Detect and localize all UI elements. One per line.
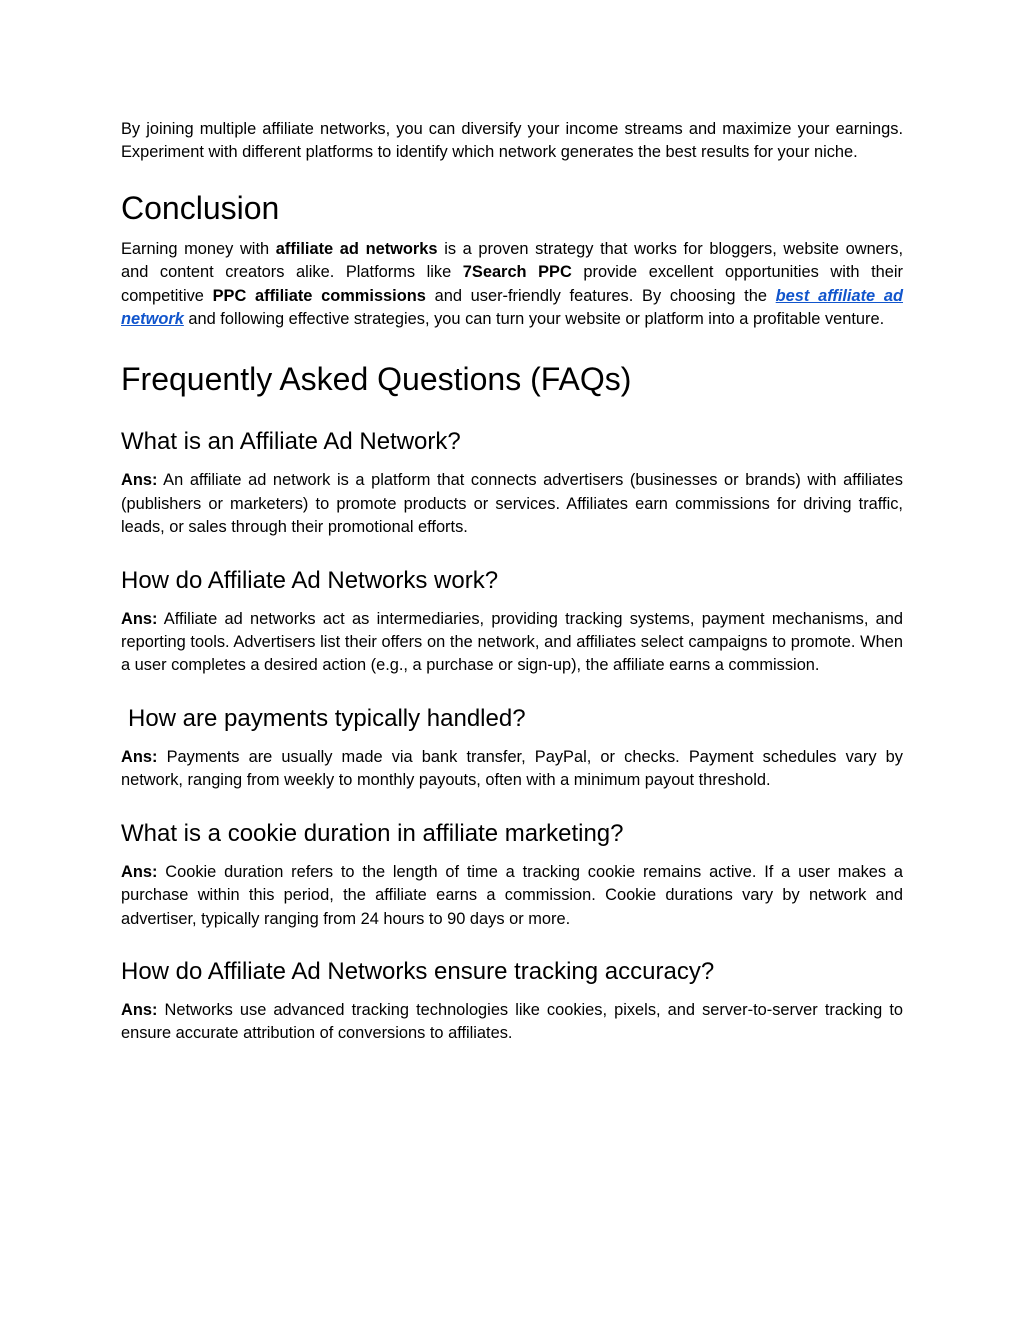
conclusion-bold-affiliate-ad-networks: affiliate ad networks [275,239,438,258]
answer-text: Payments are usually made via bank transfer, PayPal, or checks. Payment schedules vary by network, ranging from weekly to monthly payouts, often with a minimum payout threshold. [121,747,903,790]
conclusion-heading: Conclusion [121,189,280,226]
conclusion-bold-ppc-commissions: PPC affiliate commissions [212,286,426,305]
answer-text: Affiliate ad networks act as intermediaries, providing tracking systems, payment mechanisms, and reporting tools. Advertisers list their offers on the network, and affiliates select campaigns to promote. When a user completes a desired action (e.g., a purchase or sign-up), the affiliate earns a commission. [121,609,903,675]
faq-question-3-text: How are payments typically handled? [128,704,526,732]
conclusion-bold-7search-ppc: 7Search PPC [462,263,572,282]
answer-text: Cookie duration refers to the length of time a tracking cookie remains active. If a user makes a purchase within this period, the affiliate earns a commission. Cookie durations vary by network and advertiser, typically ranging from 24 hours to 90 days or more. [121,862,903,928]
best-affiliate-ad-network-link[interactable]: best affiliate ad network [121,286,904,329]
answer-label: Ans: [121,1000,158,1019]
answer-label: Ans: [121,609,158,628]
conclusion-text-2: is a proven strategy that works for bloggers, website owners, and content creators alike. Platforms like [121,239,904,282]
answer-label: Ans: [121,747,158,766]
document-page [121,118,903,1046]
faq-answer-5 [121,999,903,1046]
conclusion-text-4: and user-friendly features. By choosing the [425,286,776,305]
intro-paragraph: By joining multiple affiliate networks, you can diversify your income streams and maximize your earnings. Experiment with different platforms to identify which network generates the best results for your niche. [121,120,903,162]
answer-label: Ans: [121,471,158,490]
conclusion-text-1: Earning money with [121,239,276,258]
faq-answer-1 [121,469,903,539]
faq-answer-2 [121,608,903,678]
answer-label: Ans: [121,862,158,881]
faq-answer-3 [121,746,903,793]
faq-question-3 [121,704,903,734]
faq-question-2: How do Affiliate Ad Networks work? [121,566,499,594]
answer-text: An affiliate ad network is a platform that connects advertisers (businesses or brands) with affiliates (publishers or marketers) to promote products or services. Affiliates earn commissions for driving traffic, leads, or sales through their promotional efforts. [121,471,903,537]
conclusion-paragraph [121,238,903,332]
faq-question-5: How do Affiliate Ad Networks ensure tracking accuracy? [121,957,715,985]
conclusion-text-5: and following effective strategies, you can turn your website or platform into a profitable venture. [183,310,885,329]
faq-question-4: What is a cookie duration in affiliate marketing? [121,819,624,847]
faq-answer-4 [121,861,903,931]
faq-question-1: What is an Affiliate Ad Network? [121,428,461,456]
answer-text: Networks use advanced tracking technologies like cookies, pixels, and server-to-server tracking to ensure accurate attribution of conversions to affiliates. [121,1000,903,1043]
faq-heading: Frequently Asked Questions (FAQs) [121,361,632,398]
conclusion-text-3: provide excellent opportunities with their competitive [121,263,903,305]
